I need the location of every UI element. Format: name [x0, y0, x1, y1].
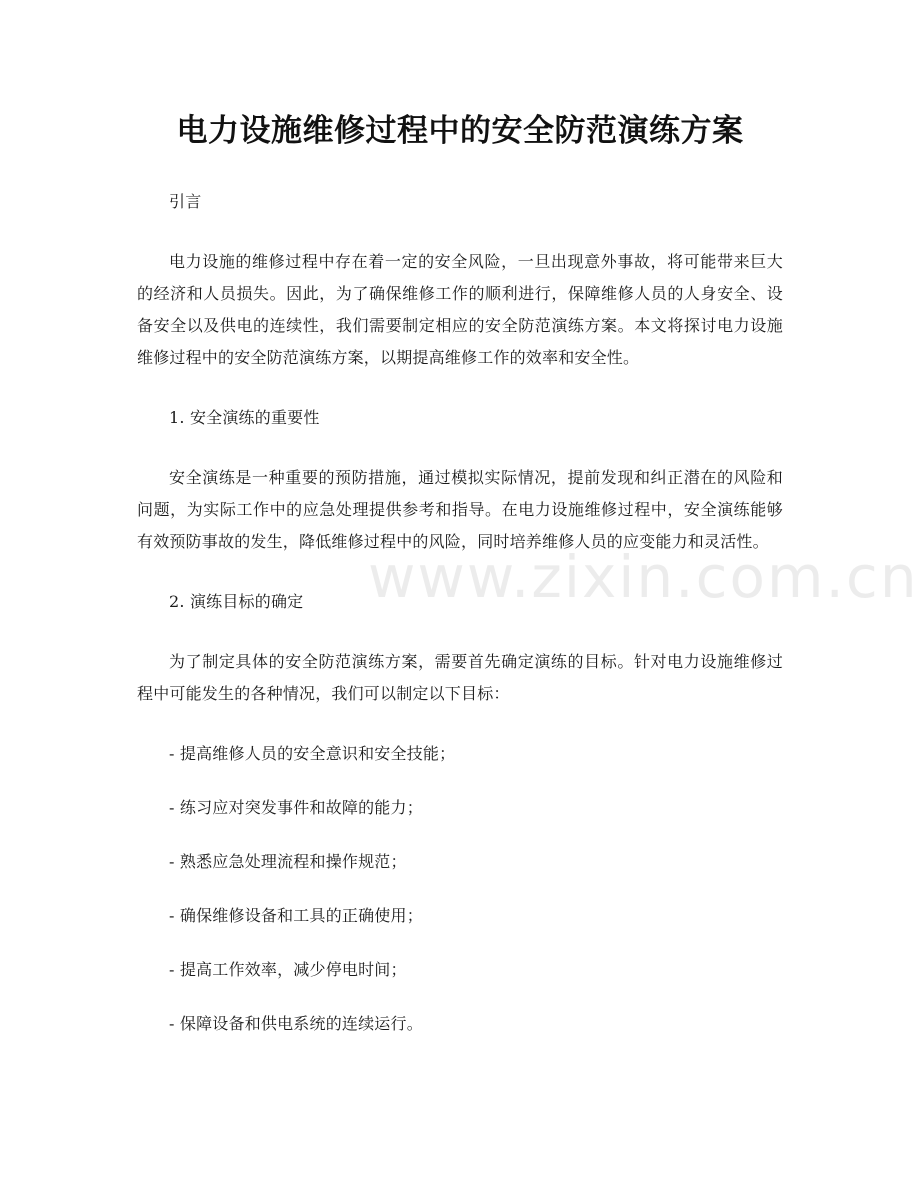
- list-item: - 确保维修设备和工具的正确使用；: [169, 906, 423, 925]
- section-heading-2: 2. 演练目标的确定: [169, 592, 304, 611]
- list-item: - 提高维修人员的安全意识和安全技能；: [169, 744, 456, 763]
- document-title: 电力设施维修过程中的安全防范演练方案: [176, 113, 744, 149]
- list-item: - 练习应对突发事件和故障的能力；: [169, 798, 423, 817]
- list-item: - 熟悉应急处理流程和操作规范；: [169, 852, 407, 871]
- section-heading-intro: 引言: [169, 192, 202, 211]
- list-item: - 提高工作效率，减少停电时间；: [169, 960, 407, 979]
- paragraph-section-2: 为了制定具体的安全防范演练方案，需要首先确定演练的目标。针对电力设施维修过程中可能发生的各种情况，我们可以制定以下目标：: [137, 652, 783, 703]
- paragraph-section-1: 安全演练是一种重要的预防措施，通过模拟实际情况，提前发现和纠正潜在的风险和问题，为实际工作中的应急处理提供参考和指导。在电力设施维修过程中，安全演练能够有效预防事故的发生，降低维修过程中的风险，同时培养维修人员的应变能力和灵活性。: [137, 468, 783, 551]
- watermark: www.zixin.com.cn: [368, 543, 919, 611]
- list-item: - 保障设备和供电系统的连续运行。: [169, 1014, 423, 1033]
- section-heading-1: 1. 安全演练的重要性: [169, 408, 320, 427]
- paragraph-intro: 电力设施的维修过程中存在着一定的安全风险，一旦出现意外事故，将可能带来巨大的经济和人员损失。因此，为了确保维修工作的顺利进行，保障维修人员的人身安全、设备安全以及供电的连续性，我们需要制定相应的安全防范演练方案。本文将探讨电力设施维修过程中的安全防范演练方案，以期提高维修工作的效率和安全性。: [137, 252, 783, 367]
